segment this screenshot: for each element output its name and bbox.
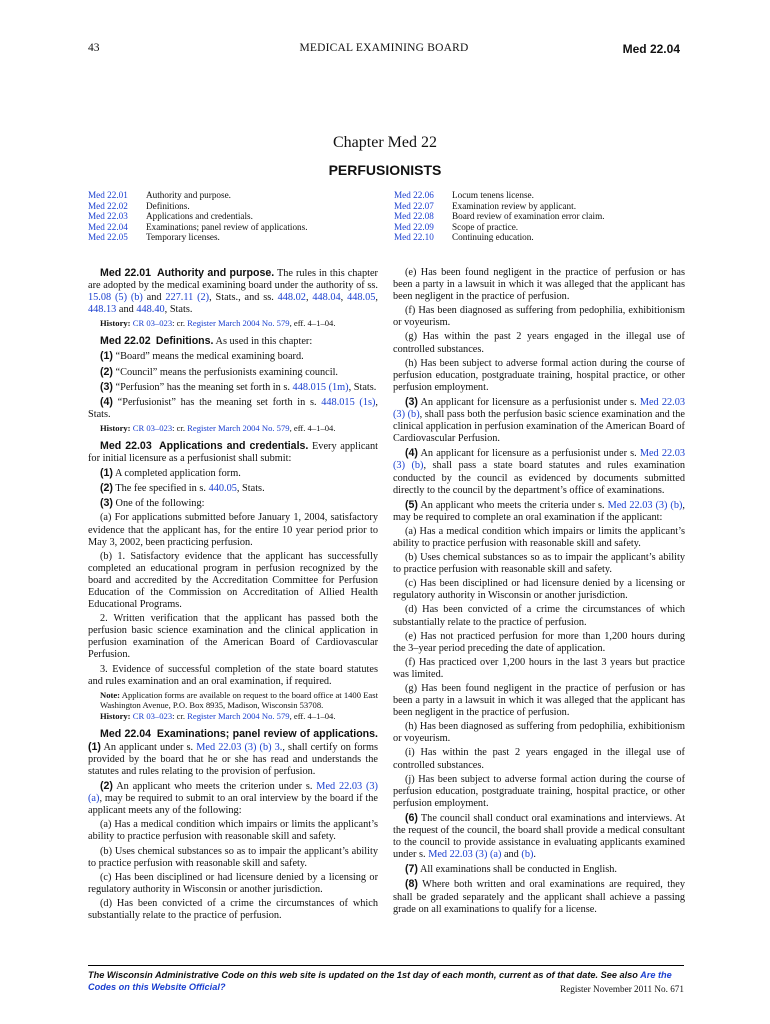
body-text: . [533, 849, 536, 861]
subsection-number: (1) [100, 467, 113, 480]
body-text: “Council” means the perfusionists examining council. [115, 366, 339, 378]
body-text: “Perfusion” has the meaning set forth in s. [115, 381, 293, 393]
running-title: MEDICAL EXAMINING BOARD [299, 42, 469, 54]
paragraph: (a) Has a medical condition which impairs or limits the applicant’s ability to practice perfusion with reasonable skill and safety. [88, 819, 378, 843]
subsection-number: (4) [100, 395, 113, 408]
section-title: Definitions. [155, 335, 214, 348]
body-text: An applicant who meets the criteria under s. [420, 499, 608, 511]
toc-title: Temporary licenses. [146, 232, 220, 243]
body-text: : cr. [172, 710, 186, 721]
paragraph: (e) Has not practiced perfusion for more than 1,200 hours during the 3–year period preceding the date of application. [393, 630, 685, 654]
toc-title: Authority and purpose. [146, 190, 231, 200]
paragraph: (h) Has been subject to adverse formal action during the course of perfusion education, postgraduate training, hospital practice, or other perfusion employment. [393, 357, 685, 393]
right-column [393, 267, 685, 918]
toc-title: Board review of examination error claim. [452, 211, 605, 222]
subsection-number: (6) [405, 811, 418, 824]
paragraph: 3. Evidence of successful completion of the state board statutes and rules examination and an oral examination, if required. [88, 663, 378, 687]
subsection [88, 497, 378, 510]
toc-title: Definitions. [146, 200, 190, 211]
body-text: All examinations shall be conducted in English. [419, 864, 618, 876]
body-text: Where both written and oral examinations are required, they shall be graded separately and the applicant shall achieve a passing grade on all examinations to qualify for a license. [393, 879, 685, 915]
body-text: An applicant under s. [103, 741, 197, 753]
body-text: , [305, 292, 313, 304]
body-text: and [142, 292, 166, 304]
toc-entry[interactable] [88, 232, 308, 243]
subsection-number: (2) [100, 365, 113, 378]
subsection [393, 396, 685, 445]
section-title: Examinations; panel review of applications. [156, 727, 378, 740]
paragraph: (i) Has within the past 2 years engaged in the illegal use of controlled substances. [393, 747, 685, 771]
toc-entry[interactable] [88, 211, 308, 222]
subsection-number: (5) [405, 498, 418, 511]
statute-link[interactable]: 448.02 [277, 292, 306, 304]
paragraph: (f) Has been diagnosed as suffering from pedophilia, exhibitionism or voyeurism. [393, 305, 685, 329]
chapter-title: Chapter Med 22 [333, 134, 437, 151]
history-label: History: [100, 422, 131, 433]
subsection [393, 499, 685, 524]
statute-link[interactable]: 227.11 (2) [165, 292, 210, 304]
section-number: Med 22.03 [100, 439, 152, 452]
paragraph: (d) Has been convicted of a crime the circumstances of which substantially relate to the practice of perfusion. [393, 604, 685, 628]
statute-link[interactable]: 440.05 [208, 483, 237, 495]
chapter-subtitle: PERFUSIONISTS [328, 162, 442, 178]
paragraph: (b) 1. Satisfactory evidence that the applicant has successfully completed an educational program in perfusion recognized by the board and accredited by the Accreditation Committee for Perfusion Education of the Commission on Accreditation of Allied Health Educational Programs. [88, 550, 378, 611]
subsection [88, 467, 378, 480]
toc-right [394, 190, 605, 243]
footer-notice-text: The Wisconsin Administrative Code on this web site is updated on the 1st day of each month, current as of that date. See also [88, 970, 641, 980]
subsection [88, 482, 378, 495]
body-text: , eff. 4–1–04. [289, 710, 336, 721]
subsection-number: (4) [405, 447, 418, 460]
body-text: As used in this chapter: [215, 336, 313, 348]
paragraph: (h) Has been diagnosed as suffering from pedophilia, exhibitionism or voyeurism. [393, 721, 685, 745]
body-text: , may be required to submit to an oral interview by the board if the applicant meets any of the following: [88, 793, 378, 817]
paragraph: (f) Has practiced over 1,200 hours in the last 3 years but practice was limited. [393, 656, 685, 680]
statute-link[interactable]: 448.015 (1s) [321, 396, 376, 408]
body-text: The fee specified in s. [115, 483, 209, 495]
subsection-number: (3) [100, 380, 113, 393]
toc-link[interactable]: Med 22.10 [394, 232, 434, 243]
body-text: : cr. [172, 422, 186, 433]
paragraph: (d) Has been convicted of a crime the circumstances of which substantially relate to the practice of perfusion. [88, 897, 378, 922]
toc-title: Applications and credentials. [146, 211, 253, 222]
toc-title: Examinations; panel review of applications. [146, 221, 308, 232]
toc-entry[interactable] [394, 232, 605, 243]
statute-link[interactable]: Med 22.03 (3) (b) [607, 499, 683, 511]
body-text: An applicant for licensure as a perfusionist under s. [420, 448, 640, 460]
section-22-01 [88, 267, 378, 316]
note-label: Note: [100, 689, 121, 700]
body-text: “Board” means the medical examining board. [115, 351, 304, 363]
toc-left [88, 190, 308, 243]
toc-entry[interactable] [394, 190, 605, 201]
body-text: , eff. 4–1–04. [289, 422, 336, 433]
toc-entry[interactable] [88, 222, 308, 233]
body-text: The council shall conduct oral examinations and interviews. At the request of the council, the board shall provide a medical consultant to the council to provide assistance in evaluating applicants examined under s. [393, 812, 685, 861]
toc-entry[interactable] [394, 201, 605, 212]
subsection [393, 812, 685, 861]
paragraph: (a) Has a medical condition which impairs or limits the applicant’s ability to practice perfusion with reasonable skill and safety. [393, 525, 685, 549]
toc-entry[interactable] [394, 211, 605, 222]
toc-link[interactable]: Med 22.03 [88, 211, 128, 222]
subsection-number: (2) [100, 780, 113, 793]
subsection [88, 780, 378, 817]
register-date: Register November 2011 No. 671 [560, 984, 684, 994]
body-text: “Perfusionist” has the meaning set forth in s. [117, 396, 322, 408]
paragraph: (g) Has within the past 2 years engaged in the illegal use of controlled substances. [393, 331, 685, 355]
subsection-number: (2) [100, 482, 113, 495]
statute-link[interactable]: Med 22.03 (3) (a) [88, 781, 378, 805]
body-text: , Stats., and ss. [209, 292, 278, 304]
toc-title: Continuing education. [452, 232, 534, 243]
official-codes-link[interactable]: Are the Codes on this Website Official? [88, 970, 672, 992]
toc-link[interactable]: Med 22.01 [88, 190, 128, 200]
body-text: , [375, 292, 378, 304]
toc-title: Scope of practice. [452, 221, 519, 232]
statute-link[interactable]: Med 22.03 (3) (a) [428, 849, 502, 861]
toc-title: Examination review by applicant. [452, 200, 576, 211]
body-text: An applicant who meets the criterion under s. [116, 781, 317, 793]
body-text: and [116, 304, 137, 316]
cr-link[interactable]: CR 03–023 [132, 710, 173, 721]
body-text: Every applicant for initial licensure as a perfusionist shall submit: [88, 440, 378, 465]
toc-link[interactable]: Med 22.02 [88, 200, 128, 211]
register-link[interactable]: Register March 2004 No. 579 [187, 710, 290, 721]
body-text: , eff. 4–1–04. [289, 318, 336, 329]
subsection-number: (1) [88, 740, 101, 753]
statute-link[interactable]: 448.015 (1m) [292, 381, 349, 393]
section-title: Applications and credentials. [159, 439, 309, 452]
body-text: The rules in this chapter are adopted by the medical examining board under the authority of ss. [88, 268, 378, 292]
toc-link[interactable]: Med 22.08 [394, 211, 434, 222]
history-label: History: [100, 318, 131, 329]
body-text: , Stats. [164, 304, 193, 316]
toc-title: Locum tenens license. [452, 190, 534, 200]
body-text: and [501, 849, 522, 861]
paragraph: (b) Uses chemical substances so as to impair the applicant’s ability to practice perfusion with reasonable skill and safety. [393, 552, 685, 576]
section-number: Med 22.02 [100, 335, 151, 348]
subsection [393, 447, 685, 496]
statute-link[interactable]: Med 22.03 (3) (b) [393, 396, 685, 421]
body-text: , [340, 292, 348, 304]
toc-entry[interactable] [394, 222, 605, 233]
statute-link[interactable]: 448.05 [347, 292, 376, 304]
paragraph: (e) Has been found negligent in the practice of perfusion or has been a party in a lawsuit in which it was alleged that the applicant has been negligent in the practice of perfusion. [393, 267, 685, 303]
history-note [88, 318, 378, 328]
paragraph: (a) For applications submitted before January 1, 2004, satisfactory evidence that the applicant has, for the entire 10 year period prior to May 3, 2002, been practicing perfusion. [88, 512, 378, 548]
subsection-number: (7) [405, 863, 418, 876]
note-text: Application forms are available on request to the board office at 1400 East Washington Avenue, P.O. Box 8935, Madison, Wisconsin 53708. [100, 689, 378, 710]
subsection-number: (8) [405, 878, 418, 891]
section-number: Med 22.01 [100, 267, 152, 279]
toc-entry[interactable] [88, 190, 308, 201]
paragraph: (c) Has been disciplined or had licensure denied by a licensing or regulatory authority in Wisconsin or another jurisdiction. [393, 578, 685, 602]
cr-link[interactable]: CR 03–023 [132, 318, 173, 329]
cr-link[interactable]: CR 03–023 [132, 422, 173, 433]
subsection-number: (3) [100, 497, 113, 510]
section-22-03 [88, 440, 378, 465]
statute-link[interactable]: Med 22.03 (3) (b) 3. [196, 741, 283, 753]
body-text: , may be required to complete an oral examination if the applicant: [393, 499, 685, 523]
toc-link[interactable]: Med 22.07 [394, 200, 434, 211]
definition-item [88, 396, 378, 421]
body-text: An applicant for licensure as a perfusionist under s. [420, 396, 640, 408]
subsection [393, 863, 685, 876]
definition-item [88, 381, 378, 394]
subsection [393, 878, 685, 915]
body-text: , shall pass both the perfusion basic science examination and the clinical application in perfusion examination of the American Board of Cardiovascular Perfusion. [393, 409, 685, 445]
body-text: A completed application form. [114, 468, 241, 480]
subsection-number: (3) [405, 395, 418, 408]
paragraph: (j) Has been subject to adverse formal action during the course of perfusion education, postgraduate training, hospital practice, or other perfusion employment. [393, 773, 685, 809]
body-text: : cr. [172, 318, 186, 329]
statute-link[interactable]: 15.08 (5) (b) [88, 292, 143, 304]
statute-link[interactable]: 448.40 [136, 304, 165, 316]
note [88, 690, 378, 710]
paragraph: (c) Has been disciplined or had licensure denied by a licensing or regulatory authority in Wisconsin or another jurisdiction. [88, 871, 378, 895]
history-note [88, 423, 378, 433]
definition-item [88, 350, 378, 363]
section-title: Authority and purpose. [156, 267, 275, 279]
section-22-02 [88, 335, 378, 348]
toc-link[interactable]: Med 22.04 [88, 221, 128, 232]
statute-link[interactable]: (b) [521, 849, 534, 861]
body-text: , Stats. [236, 483, 265, 495]
body-text: , Stats. [348, 381, 377, 393]
body-text: , Stats. [88, 396, 378, 420]
register-link[interactable]: Register March 2004 No. 579 [187, 422, 290, 433]
statute-link[interactable]: 448.04 [312, 292, 341, 304]
section-number: Med 22.04 [100, 727, 152, 740]
page-footer [88, 965, 684, 993]
left-column [88, 267, 378, 924]
toc-link[interactable]: Med 22.05 [88, 232, 128, 243]
register-link[interactable]: Register March 2004 No. 579 [187, 318, 290, 329]
definition-item [88, 366, 378, 379]
statute-link[interactable]: 448.13 [88, 304, 117, 316]
body-text: One of the following: [115, 498, 205, 510]
toc-link[interactable]: Med 22.06 [394, 190, 434, 200]
paragraph: (b) Uses chemical substances so as to impair the applicant’s ability to practice perfusion with reasonable skill and safety. [88, 845, 378, 869]
subsection-number: (1) [100, 350, 113, 363]
history-note [88, 711, 378, 721]
statute-link[interactable]: Med 22.03 (3) (b) [393, 448, 685, 472]
history-label: History: [100, 710, 131, 721]
body-text: , shall certify on forms provided by the board that he or she has read and understands the statutes and rules relating to the provision of perfusion. [88, 741, 378, 777]
section-22-04 [88, 728, 378, 778]
body-text: , shall pass a state board statutes and rules examination conducted by the council as evidenced by documents submitted directly to the council by the department’s office of examinations. [393, 460, 685, 496]
section-reference: Med 22.04 [622, 42, 680, 56]
running-header [88, 42, 680, 58]
paragraph: 2. Written verification that the applicant has passed both the perfusion basic science examination and the clinical application in perfusion examination of the American Board of Cardiovascular Perfusion. [88, 613, 378, 661]
page-number: 43 [88, 42, 100, 54]
toc-entry[interactable] [88, 201, 308, 212]
toc-link[interactable]: Med 22.09 [394, 221, 434, 232]
paragraph: (g) Has been found negligent in the practice of perfusion or has been a party in a lawsuit in which it was alleged that the applicant has been negligent in the practice of perfusion. [393, 683, 685, 719]
